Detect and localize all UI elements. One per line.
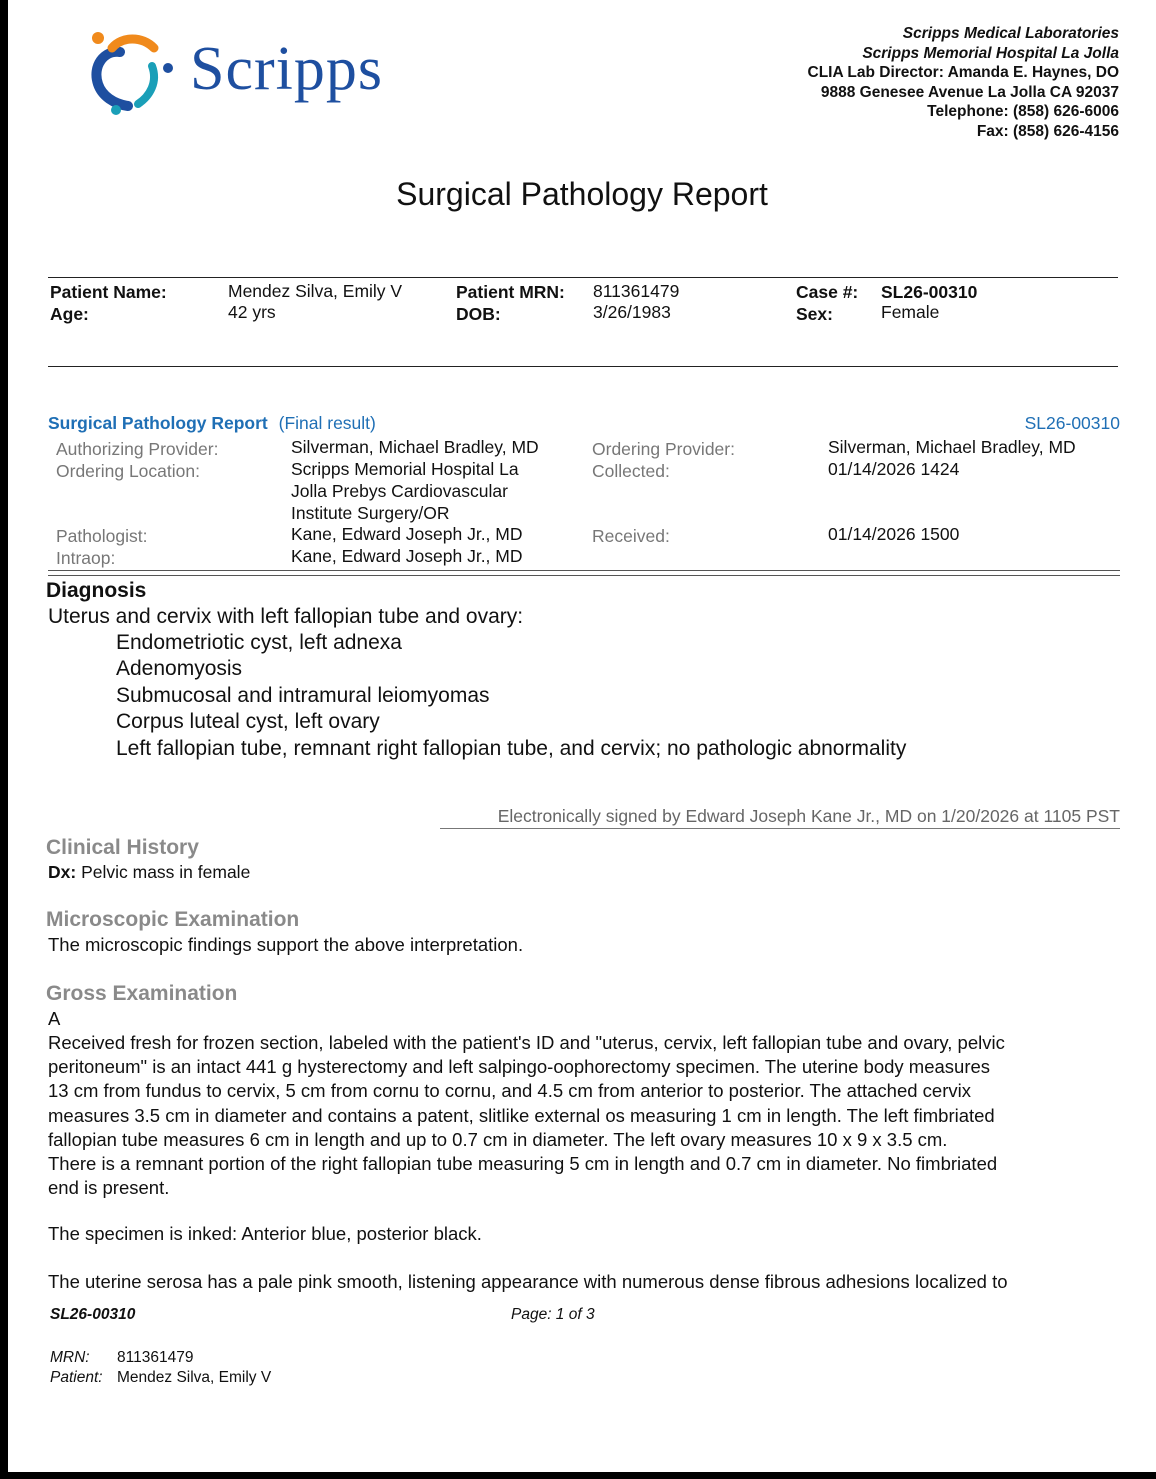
gross-inking-text: The specimen is inked: Anterior blue, posterior black.	[48, 1223, 482, 1244]
gross-part-label: A	[48, 1008, 61, 1029]
double-divider	[48, 570, 1120, 576]
footer-mrn-label: MRN:	[50, 1349, 90, 1366]
clinical-history-text	[48, 862, 250, 883]
ordering-location-line: Institute Surgery/OR	[291, 502, 450, 523]
lab-info	[808, 24, 1120, 142]
pathologist-label: Pathologist:	[56, 526, 148, 546]
intraop-value: Kane, Edward Joseph Jr., MD	[291, 546, 523, 566]
lab-director: CLIA Lab Director: Amanda E. Haynes, DO	[807, 64, 1119, 82]
gross-line: end is present.	[48, 1177, 170, 1199]
received-label: Received:	[592, 526, 670, 546]
microscopic-text: The microscopic findings support the above interpretation.	[48, 934, 524, 955]
authorizing-provider-label: Authorizing Provider:	[56, 439, 219, 459]
ordering-location-line: Jolla Prebys Cardiovascular	[291, 480, 508, 501]
report-title	[48, 413, 376, 434]
footer-patient-label: Patient:	[50, 1369, 103, 1386]
report-case-number: SL26-00310	[1024, 413, 1120, 433]
hospital-name: Scripps Memorial Hospital La Jolla	[862, 44, 1119, 62]
gross-line: fallopian tube measures 6 cm in length and up to 0.7 cm in diameter. The left ovary measures 10 x 9 x 3.5 cm.	[48, 1128, 948, 1150]
case-value: SL26-00310	[881, 282, 978, 302]
lab-name: Scripps Medical Laboratories	[902, 25, 1119, 42]
ordering-provider: Silverman, Michael Bradley, MD	[828, 437, 1076, 457]
authorizing-provider: Silverman, Michael Bradley, MD	[291, 437, 539, 457]
patient-name-label: Patient Name:	[50, 282, 167, 302]
footer-page-number: Page: 1 of 3	[511, 1306, 595, 1323]
ordering-location-line: Scripps Memorial Hospital La	[291, 459, 519, 479]
divider	[48, 277, 1118, 278]
scripps-logo	[82, 26, 392, 122]
mrn-value: 811361479	[593, 281, 680, 301]
pathologist-value: Kane, Edward Joseph Jr., MD	[291, 524, 523, 544]
microscopic-heading: Microscopic Examination	[46, 908, 300, 931]
gross-heading: Gross Examination	[46, 982, 238, 1005]
diagnosis-item: Endometriotic cyst, left adnexa	[116, 631, 402, 654]
diagnosis-item: Left fallopian tube, remnant right fallopian tube, and cervix; no pathologic abnormality	[116, 737, 907, 760]
scripps-logo-icon	[82, 26, 182, 122]
dx-value: Pelvic mass in female	[81, 862, 251, 882]
gross-serosa-text: The uterine serosa has a pale pink smooth, listening appearance with numerous dense fibrous adhesions localized to	[48, 1271, 1008, 1292]
electronic-signature: Electronically signed by Edward Joseph Kane Jr., MD on 1/20/2026 at 1105 PST	[497, 806, 1120, 826]
intraop-label: Intraop:	[56, 548, 116, 568]
dob-label: DOB:	[456, 304, 501, 324]
divider	[48, 366, 1118, 367]
gross-line: There is a remnant portion of the right fallopian tube measuring 5 cm in length and 0.7 cm in diameter. No fimbriated	[48, 1153, 998, 1175]
collected-value: 01/14/2026 1424	[828, 459, 960, 479]
diagnosis-intro: Uterus and cervix with left fallopian tube and ovary:	[48, 605, 524, 628]
diagnosis-heading: Diagnosis	[46, 579, 147, 602]
ordering-location-label: Ordering Location:	[56, 461, 200, 481]
mrn-label: Patient MRN:	[456, 282, 565, 302]
age-value: 42 yrs	[228, 302, 276, 322]
case-label: Case #:	[796, 282, 859, 302]
gross-paragraph	[48, 1031, 1126, 1200]
clinical-history-heading: Clinical History	[46, 836, 199, 859]
diagnosis-item: Adenomyosis	[116, 657, 243, 680]
footer-patient: Mendez Silva, Emily V	[117, 1369, 272, 1386]
footer-case: SL26-00310	[50, 1306, 136, 1323]
report-page	[8, 0, 1156, 1472]
document-title: Surgical Pathology Report	[396, 176, 768, 212]
ordering-location	[291, 459, 519, 524]
lab-fax: Fax: (858) 626-4156	[976, 122, 1119, 140]
patient-name: Mendez Silva, Emily V	[228, 281, 403, 301]
sex-value: Female	[881, 302, 940, 322]
gross-line: 13 cm from fundus to cervix, 5 cm from cornu to cornu, and 4.5 cm from anterior to posterior. The attached cervix	[48, 1080, 971, 1102]
age-label: Age:	[50, 304, 89, 324]
gross-line: peritoneum" is an intact 441 g hysterectomy and left salpingo-oophorectomy specimen. The uterine body measures	[48, 1056, 991, 1078]
gross-line: measures 3.5 cm in diameter and contains a patent, slitlike external os measuring 1 cm in length. The left fimbriated	[48, 1104, 995, 1126]
collected-label: Collected:	[592, 461, 670, 481]
footer-mrn: 811361479	[117, 1349, 194, 1366]
report-title-text: Surgical Pathology Report	[48, 413, 268, 433]
lab-address: 9888 Genesee Avenue La Jolla CA 92037	[820, 83, 1119, 101]
signature-divider	[440, 828, 1120, 829]
logo-wordmark: Scripps	[190, 35, 383, 103]
dob-value: 3/26/1983	[593, 302, 671, 322]
diagnosis-item: Corpus luteal cyst, left ovary	[116, 710, 380, 733]
received-value: 01/14/2026 1500	[828, 524, 960, 544]
lab-telephone: Telephone: (858) 626-6006	[927, 103, 1119, 121]
dx-label: Dx:	[48, 862, 77, 882]
gross-line: Received fresh for frozen section, labeled with the patient's ID and "uterus, cervix, left fallopian tube and ovary, pelvic	[48, 1032, 1005, 1053]
diagnosis-item: Submucosal and intramural leiomyomas	[116, 684, 490, 707]
sex-label: Sex:	[796, 304, 833, 324]
ordering-provider-label: Ordering Provider:	[592, 439, 735, 459]
report-status: (Final result)	[278, 413, 376, 433]
